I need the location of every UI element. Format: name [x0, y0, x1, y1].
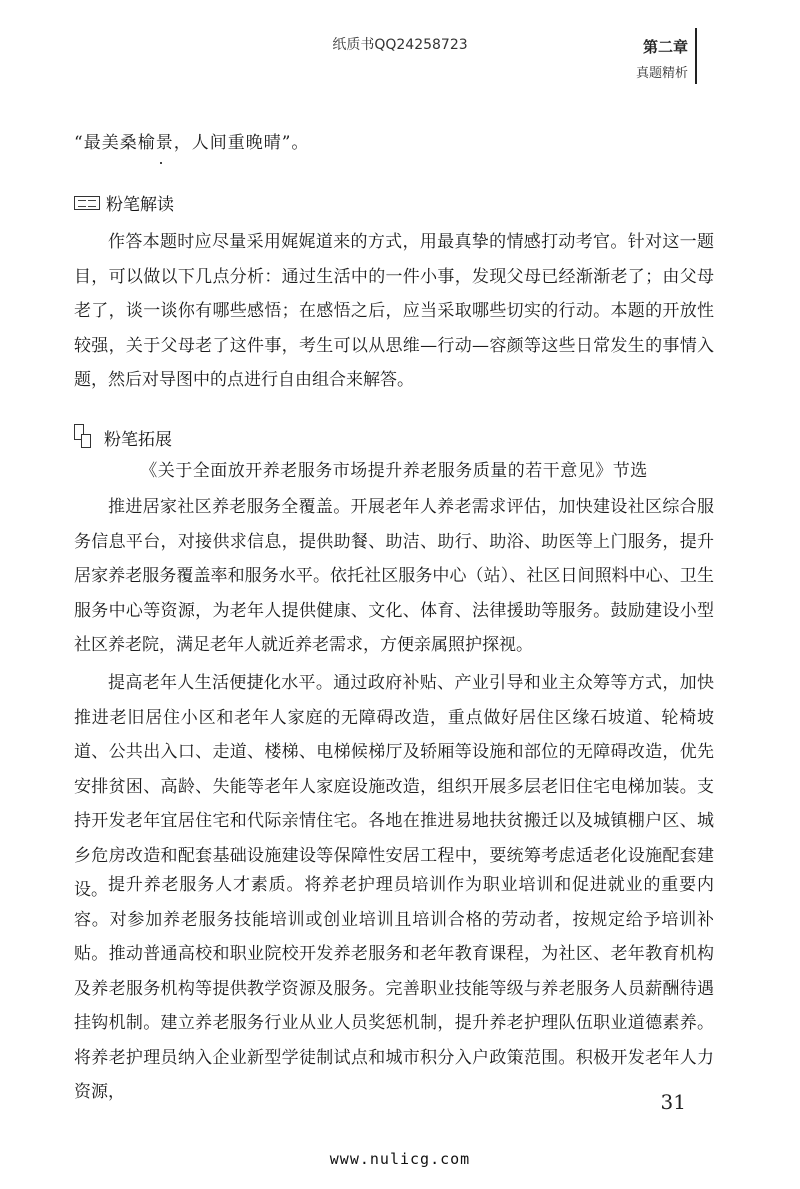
- excerpt-title: 《关于全面放开养老服务市场提升养老服务质量的若干意见》节选: [140, 461, 648, 481]
- page-number: 31: [660, 1090, 686, 1114]
- section-title: 粉笔解读: [106, 195, 174, 215]
- body-paragraph: 推进居家社区养老服务全覆盖。开展老年人养老需求评估，加快建设社区综合服务信息平台，对接供求信息，提供助餐、助洁、助行、助浴、助医等上门服务，提升居家养老服务覆盖率和服务水平。依托社区服务中心（站）、社区日间照料中心、卫生服务中心等资源，为老年人提供健康、文化、体育、法律援助等服务。鼓励建设小型社区养老院，满足老年人就近养老需求，方便亲属照护探视。: [74, 497, 714, 655]
- header-section: 真题精析: [635, 66, 688, 81]
- stray-dot: [160, 162, 162, 164]
- body-paragraph: 提升养老服务人才素质。将养老护理员培训作为职业培训和促进就业的重要内容。对参加养老服务技能培训或创业培训且培训合格的劳动者，按规定给予培训补贴。推动普通高校和职业院校开发养老服务和老年教育课程，为社区、老年教育机构及养老服务机构等提供教学资源及服务。完善职业技能等级与养老服务人员薪酬待遇挂钩机制。建立养老服务行业从业人员奖惩机制，提升养老护理队伍职业道德素养。将养老护理员纳入企业新型学徒制试点和城市积分入户政策范围。积极开发老年人力资源，: [74, 875, 714, 1102]
- expand-icon: [74, 424, 92, 450]
- section-heading-expansion: [74, 424, 172, 450]
- header-divider: [695, 28, 697, 84]
- section-heading-interpretation: [74, 190, 174, 215]
- interpretation-paragraph: 作答本题时应尽量采用娓娓道来的方式，用最真挚的情感打动考官。针对这一题目，可以做以下几点分析：通过生活中的一件小事，发现父母已经渐渐老了；由父母老了，谈一谈你有哪些感悟；在感悟之后，应当采取哪些切实的行动。本题的开放性较强，关于父母老了这件事，考生可以从思维—行动—容颜等这些日常发生的事情入题，然后对导图中的点进行自由组合来解答。: [74, 232, 714, 390]
- section-title: 粉笔拓展: [104, 429, 172, 450]
- header-center-text: 纸质书QQ24258723: [332, 37, 468, 53]
- header-chapter: 第二章: [642, 38, 688, 56]
- quote-line: “最美桑榆景，人间重晚晴”。: [74, 133, 310, 153]
- book-icon: [74, 196, 100, 210]
- watermark-url: www.nulicg.com: [329, 1150, 471, 1168]
- body-paragraph: 提高老年人生活便捷化水平。通过政府补贴、产业引导和业主众筹等方式，加快推进老旧居住小区和老年人家庭的无障碍改造，重点做好居住区缘石坡道、轮椅坡道、公共出入口、走道、楼梯、电梯候梯厅及轿厢等设施和部位的无障碍改造，优先安排贫困、高龄、失能等老年人家庭设施改造，组织开展多层老旧住宅电梯加装。支持开发老年宜居住宅和代际亲情住宅。各地在推进易地扶贫搬迁以及城镇棚户区、城乡危房改造和配套基础设施建设等保障性安居工程中，要统筹考虑适老化设施配套建设。: [74, 673, 714, 900]
